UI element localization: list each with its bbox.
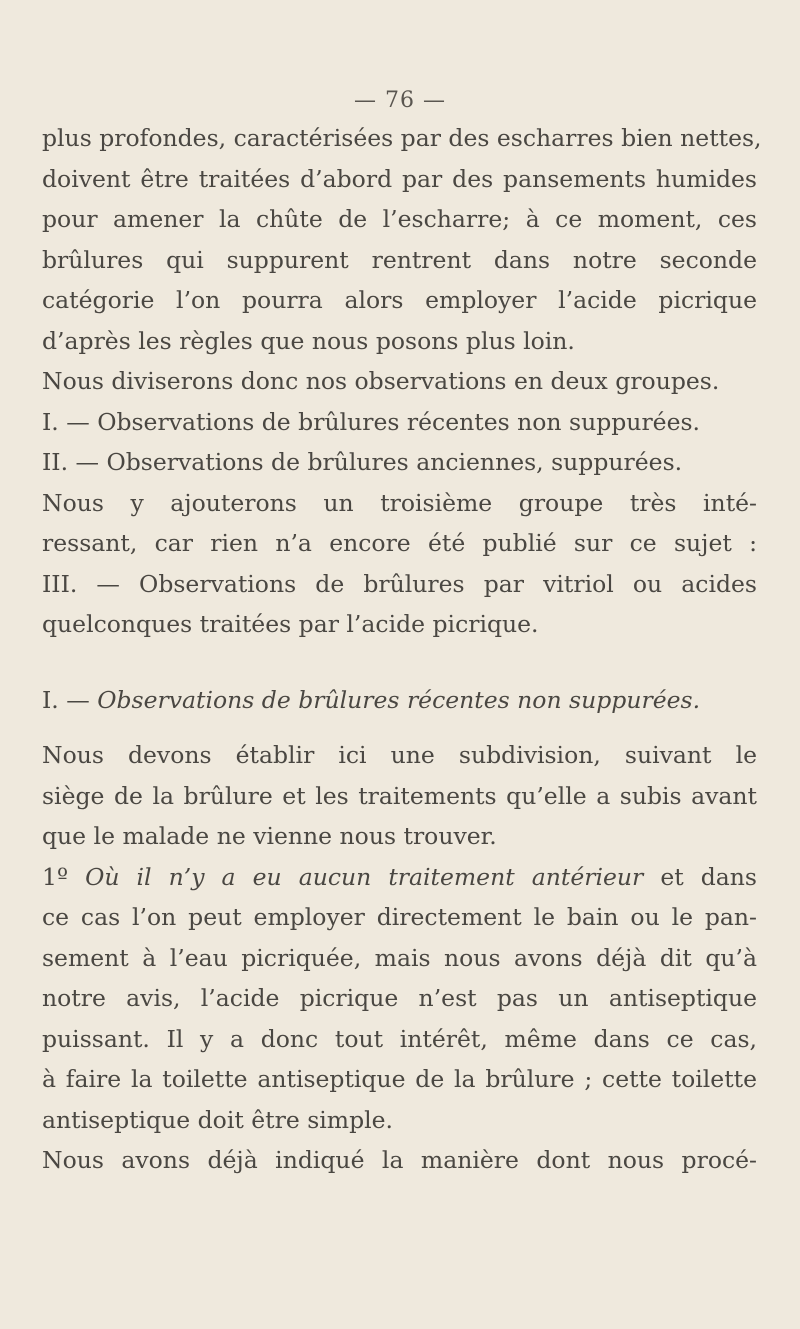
emphasis-text: Où il n’y a eu aucun traitement antérieur [85,862,644,891]
text-line: antiseptique doit être simple. [42,1105,394,1134]
text-block-bottom [42,735,757,1181]
text-line: puissant. Il y a donc tout intérêt, même dans ce cas, [42,1024,757,1053]
text-line: doivent être traitées d’abord par des pansements humides [42,164,757,193]
text-line: brûlures qui suppurent rentrent dans notre seconde [42,245,757,274]
text-line: III. — Observations de brûlures par vitriol ou acides [42,569,757,598]
text-line: que le malade ne vienne nous trouver. [42,822,497,850]
text-fragment: et dans [660,862,757,891]
page-number: — 76 — [354,88,446,113]
text-line: siège de la brûlure et les traitements qu’elle a subis avant [42,781,757,810]
text-line [42,857,757,898]
text-line: notre avis, l’acide picrique n’est pas un antiseptique [42,984,757,1012]
text-line: Nous avons déjà indiqué la manière dont nous procé- [42,1146,757,1174]
text-line: ressant, car rien n’a encore été publié sur ce sujet : [42,529,757,557]
text-line: Nous y ajouterons un troisième groupe très inté- [42,488,757,517]
text-block-top [42,118,762,645]
text-line: II. — Observations de brûlures anciennes, suppurées. [42,448,683,476]
text-line: pour amener la chûte de l’escharre; à ce moment, ces [42,205,757,233]
section-heading [42,680,757,720]
enumeration-marker: 1º [42,862,69,891]
text-line: catégorie l’on pourra alors employer l’acide picrique [42,286,757,314]
text-line: plus profondes, caractérisées par des escharres bien nettes, [42,124,762,152]
text-line: d’après les règles que nous posons plus loin. [42,326,575,355]
text-line: sement à l’eau picriquée, mais nous avons déjà dit qu’à [42,943,757,972]
text-line: ce cas l’on peut employer directement le bain ou le pan- [42,903,757,931]
section-prefix: I. — [42,686,90,714]
text-line: Nous devons établir ici une subdivision, suivant le [42,741,757,769]
section-title: Observations de brûlures récentes non suppurées. [97,686,701,714]
text-line: à faire la toilette antiseptique de la brûlure ; cette toilette [42,1065,757,1093]
text-line: Nous diviserons donc nos observations en deux groupes. [42,367,720,395]
text-line: I. — Observations de brûlures récentes non suppurées. [42,407,701,436]
text-line: quelconques traitées par l’acide picrique. [42,610,539,638]
